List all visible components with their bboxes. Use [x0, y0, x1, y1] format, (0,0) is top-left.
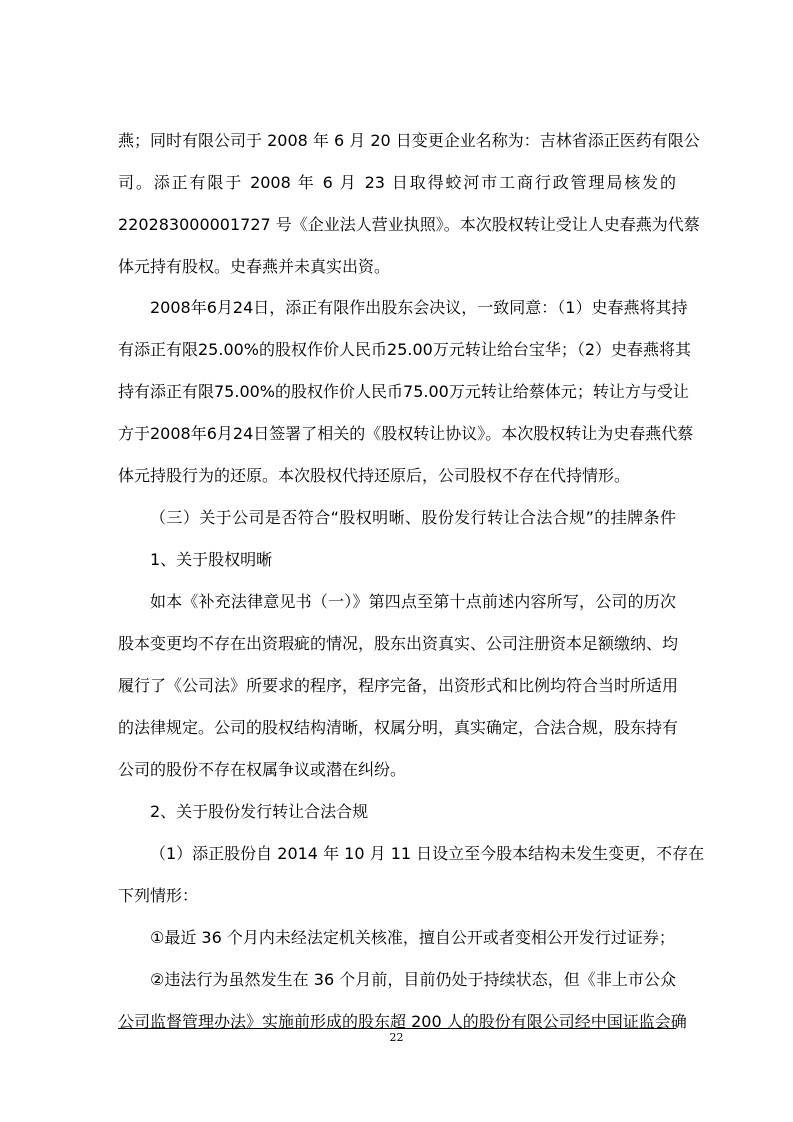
text-line: 2008年6月24日，添正有限作出股东会决议，一致同意：（1）史春燕将其持: [150, 298, 688, 317]
footer-rule: [118, 1028, 676, 1029]
text-line: 燕；同时有限公司于 2008 年 6 月 20 日变更企业名称为：吉林省添正医药有限公: [118, 131, 700, 150]
text-line: 下列情形：: [118, 886, 199, 905]
page-number: 22: [389, 1031, 404, 1044]
text-line: 司。添正有限于 2008 年 6 月 23 日取得蛟河市工商行政管理局核发的: [118, 173, 676, 192]
text-line: 持有添正有限75.00%的股权作价人民币75.00万元转让给蔡体元；转让方与受让: [118, 382, 689, 401]
subsection-heading: 1、关于股权明晰: [150, 550, 273, 569]
list-item: ①最近 36 个月内未经法定机关核准，擅自公开或者变相公开发行过证券；: [150, 928, 675, 947]
text-line: 220283000001727 号《企业法人营业执照》。本次股权转让受让人史春燕为代蔡: [118, 215, 700, 234]
text-line: 有添正有限25.00%的股权作价人民币25.00万元转让给台宝华；（2）史春燕将其: [118, 340, 691, 359]
text-line: 股本变更均不存在出资瑕疵的情况，股东出资真实、公司注册资本足额缴纳、均: [118, 634, 679, 653]
text-line: 体元持股行为的还原。本次股权代持还原后，公司股权不存在代持情形。: [118, 466, 631, 485]
text-line: 体元持有股权。史春燕并未真实出资。: [118, 257, 391, 276]
text-line: 履行了《公司法》所要求的程序，程序完备，出资形式和比例均符合当时所适用: [118, 676, 679, 695]
section-heading: （三）关于公司是否符合“股权明晰、股份发行转让合法合规”的挂牌条件: [150, 508, 676, 527]
text-line: 方于2008年6月24日签署了相关的《股权转让协议》。本次股权转让为史春燕代蔡: [118, 424, 694, 443]
text-line: 公司监督管理办法》实施前形成的股东超 200 人的股份有限公司经中国证监会确: [118, 1012, 687, 1031]
list-item: ②违法行为虽然发生在 36 个月前，目前仍处于持续状态，但《非上市公众: [150, 970, 676, 989]
text-line: 如本《补充法律意见书（一）》第四点至第十点前述内容所写，公司的历次: [150, 592, 676, 611]
subsection-heading: 2、关于股份发行转让合法合规: [150, 802, 369, 821]
text-line: 公司的股份不存在权属争议或潜在纠纷。: [118, 760, 407, 779]
text-line: 的法律规定。公司的股权结构清晰，权属分明，真实确定，合法合规，股东持有: [118, 718, 679, 737]
text-line: （1）添正股份自 2014 年 10 月 11 日设立至今股本结构未发生变更，不存在: [150, 844, 705, 863]
